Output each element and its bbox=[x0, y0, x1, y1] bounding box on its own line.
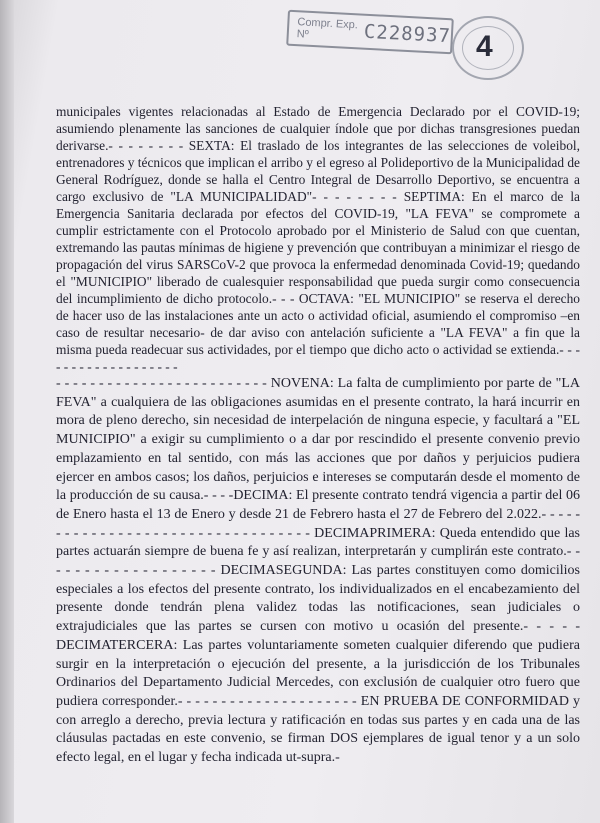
stamp-label: Compr. Exp. Nº bbox=[296, 16, 359, 41]
clauses-novena-to-closing: - - - - - - - - - - - - - - - - - - - - - - - - - NOVENA: La falta de cumplimiento por parte de "LA FEVA" a cualquiera de las obligaciones asumidas en el presente contrato, la hará incurrir en mora de pleno derecho, sin necesidad de interpelación de ninguna especie, y facultará a "EL MUNICIPIO" a exigir su cumplimiento o a dar por rescindido el presente convenio previo emplazamiento en tal sentido, con más las acciones que por daños y perjuicios pudiera ejercer en ambos casos; los daños, perjuicios e intereses se computarán desde el momento de la producción de su causa.- - - -DECIMA: El presente contrato tendrá vigencia a partir del 06 de Enero hasta el 13 de Enero y desde 21 de Febrero hasta el 27 de Febrero del 2.022.- - - - - - - - - - - - - - - - - - - - - - - - - - - - - - - - - - DECIMAPRIMERA: Queda entendido que las partes actuarán siempre de buena fe y así realizan, interpretarán y cumplirán este contrato.- - - - - - - - - - - - - - - - - - - DECIMASEGUNDA: Las partes constituyen como domicilios especiales a los efectos del presente contrato, los individualizados en el encabezamiento del presente donde tendrán plena validez todas las notificaciones, sean judiciales o extrajudiciales que las partes se cursen con motivo u ocasión del presente.- - - - - DECIMATERCERA: Las partes voluntariamente someten cualquier diferendo que pudiera surgir en la interpretación o ejecución del presente, a la jurisdicción de los Tribunales Ordinarios del Departamento Judicial Mercedes, con exclusión de cualquier otro fuero que pudiera corresponder.- - - - - - - - - - - - - - - - - - - - - EN PRUEBA DE CONFORMIDAD y con arreglo a derecho, previa lectura y ratificación en todas sus partes y en cada una de las cláusulas pactadas en este convenio, se firman DOS ejemplares de igual tenor y a un solo efecto legal, en el lugar y fecha indicada ut-supra.- bbox=[56, 376, 580, 766]
page-binding-edge bbox=[0, 0, 14, 823]
stamp-number: C228937 bbox=[363, 20, 452, 48]
file-number-stamp bbox=[286, 10, 454, 55]
folio-number: 4 bbox=[476, 30, 493, 63]
contract-body bbox=[56, 103, 580, 768]
clauses-sexta-to-octava: municipales vigentes relacionadas al Estado de Emergencia Declarado por el COVID-19; asumiendo plenamente las sanciones de cualquier índole que por dichas transgresiones puedan derivarse.- - - - - - - - SEXTA: El traslado de los integrantes de las selecciones de voleibol, entrenadores y técnicos que implican el arribo y el egreso al Polideportivo de la Municipalidad de General Rodríguez, donde se halla el Centro Integral de Desarrollo Deportivo, se encuentra a cargo exclusivo de "LA MUNICIPALIDAD"- - - - - - - - SEPTIMA: En el marco de la Emergencia Sanitaria declarada por efectos del COVID-19, "LA FEVA" se compromete a cumplir estrictamente con el Protocolo aprobado por el Ministerio de Salud con que cuentan, extremando las pautas mínimas de higiene y prevención que contribuyan a minimizar el riesgo de propagación del virus SARSCoV-2 que provoca la enfermedad denominada Covid-19; quedando el "MUNICIPIO" liberado de cualesquier responsabilidad que pueda surgir como consecuencia del incumplimiento de dicho protocolo.- - - OCTAVA: "EL MUNICIPIO" se reserva el derecho de hacer uso de las instalaciones ante un acto o actividad oficial, asumiendo el compromiso –en caso de resultar necesario- de dar aviso con antelación suficiente a "LA FEVA" a fin que la misma pueda readecuar sus actividades, por el tiempo que dicho acto o actividad se extienda.- - - - - - - - - - - - - - - - - - - bbox=[56, 104, 580, 374]
